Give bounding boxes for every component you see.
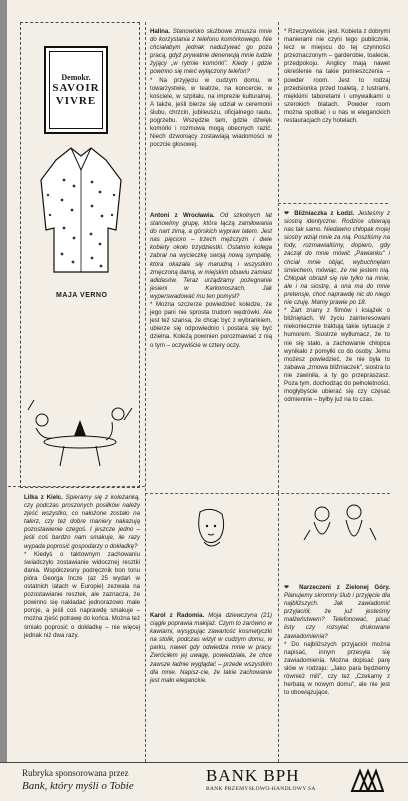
heart-icon: ❤ xyxy=(284,210,291,217)
column-divider-1 xyxy=(145,22,146,762)
letter-answer: * Można szczerze powiedzieć koledze, że jego pani nie sprosta trudom wędrówki. Ale jest też szansa, że chcąc być z wybrankiem, ubierze się odpowiednio i postara się być dzielna. Koleżą powinien porozmawiać z nią o tym – oczywiście w cztery oczy. xyxy=(150,301,272,349)
letter-name: Lilka z Kielc. xyxy=(24,494,63,501)
column-divider-3 xyxy=(278,203,279,493)
bank-name: BANK BPH xyxy=(206,766,300,785)
box-line2: SAVOIR xyxy=(52,81,100,94)
letter-answer: * Rzeczywiście, jest. Kobieta z dobrymi manierami nie czyni tego publicznie, lecz w miejscu do tej czynności przeznaczonym – garderobie, toalecie, przedpokoju. Anglicy mają nawet określenie na takie pomieszczenia – powder room. Jest to rodzaj przedsionka przed toaletą, z lustrami, miękkimi taboretami i umywalkami o szerokich blatach. Powder room można spotkać i u nas w eleganckich restauracjach czy hotelach. xyxy=(284,28,390,125)
letter-name: Narzeczeni z Zielonej Góry. xyxy=(299,584,391,591)
letter-answer: * Kiedyś o taktownym zachowaniu świadczyło zostawianie widocznej resztki dania. Współczesny podręcznik bon tonu pióra Georga Incze (az 25 wydań w ostatnich latach w Europie) zezwala na pozostawianie resztek, ale zaznacza, że powinno się nakładać jednorazowo małe porcje, a jeśli coś naprawdę smakuje – można zjeść potrawę do końca. Można też śmiało poprosić o dokładkę – nie więcej jednak niż dwa razy. xyxy=(24,550,140,639)
bank-logo-icon xyxy=(350,767,384,795)
couple-sketch xyxy=(300,500,380,570)
letter-continuation xyxy=(284,28,390,198)
letter-question: Jesteśmy z siostrą identyczne. Rodzice ubierają nas tak samo. Niedawno chłopak mojej siostry wziął mnie za nią. Poszliśmy na lody, rozmawialiśmy, dopiero, gdy zaczął do mnie mówić „Pawianku" i chciał mnie objąć, wybuchnęłam śmiechem, mówiąc, że nie jestem nią. Chłopak obraził się nie tylko na mnie, ale i na siostrę, a ona ma do mnie pretensje, choć naprawdę nic do niego nie czuję. Mamy prawie po 18. xyxy=(284,210,391,307)
letter-question: Spieramy się z koleżanką, czy podczas proszonych posiłków należy zjeść wszystko, co nałożone zostało na talerz, czy też dobre maniery nakazują pozostawienie czegoś. I jeszcze jedno – jeśli coś bardzo nam smakuje, ile razy wypada poprosić gospodarzy o dokładkę? xyxy=(24,494,140,550)
column-divider-2 xyxy=(278,22,279,202)
box-line1: Demokr. xyxy=(61,72,91,82)
letter-name: Karol z Radomia. xyxy=(150,612,205,619)
dining-illustration xyxy=(24,390,136,470)
letter-karol xyxy=(150,612,272,758)
heart-icon: ❤ xyxy=(284,584,294,591)
letter-answer: * Żart znany z filmów i książek o bliźniętach. W życiu zainteresowani niekoniecznie traktują takie sytuacje z humorem. Siostrze wytłumacz, że to nie się stało, a zachowanie chłopca wynikało z pomyłki co do osoby. Jemu możesz powiedzieć, że nie była to zabawa „zmowa bliźniaczek", siostra tu nie zawiniła, a ty go przepraszasz. Poza tym, dochodząc do pełnoletności, mogłybyście ubierać się czy częsać odmiennie – byłby już na to czas. xyxy=(284,307,390,404)
letter-question: Stanowisko służbowe zmusza mnie do korzystania z telefonu komórkowego. Nie chciałabym jednak nadużywać go poza pracą, gdyż prywatnie denerwują mnie ludzie żyjący „w rytmie komórki". Kiedy i gdzie powinno się mieć wyłączony telefon? xyxy=(150,28,272,76)
page-edge-bar xyxy=(0,0,7,800)
shirt-illustration xyxy=(36,140,126,280)
box-line3: VIVRE xyxy=(55,94,97,107)
savoir-vivre-label xyxy=(44,46,108,134)
column-divider-4 xyxy=(278,493,279,762)
author-name: MAJA VERNO xyxy=(56,292,108,299)
letter-answer: * Do najbliższych przyjaciół można napisać, innym przesyła się zawiadomienia. Można dopisać parę słów w rodzaju: „Jako para będziemy również mili", czy też „Czekamy z herbatą w nowym domu", ale nie jest to obowiązujące. xyxy=(284,640,390,697)
sponsor-line1: Rubryka sponsorowana przez xyxy=(22,768,129,778)
letter-name: Halina. xyxy=(150,28,170,35)
letter-narzeczeni xyxy=(284,584,390,760)
sponsor-slogan: Bank, który myśli o Tobie xyxy=(22,780,134,792)
letter-question: Planujemy skromny ślub i przyjęcie dla najbliższych. Jak zawiadomić przyjaciół, że już jesteśmy małżeństwem? Telefonować, pisać listy czy rozsyłać drukowane zawiadomienia? xyxy=(284,592,390,640)
letter-question: Moja dziewczyna (21) ciągle poprawia makijaż. Czym to zarówno w kawiarni, wysypując zawartość kosmetyczki na stolik, podczas wizyt w cudzym domu, w parku, nawet gdy odwiedza mnie w pracy. Zwróciłem jej uwagę, powiedziała, że chce zawsze ładnie wyglądać – przede wszystkim dla mnie. Napisz-cie, że takie zachowanie jest mało eleganckie. xyxy=(150,612,272,684)
letter-name: Antoni z Wrocławia. xyxy=(150,212,215,219)
divider-h2 xyxy=(145,493,390,494)
divider-h1 xyxy=(278,203,388,204)
letter-question: Od szkolnych lat stanowimy grupę, która łączą zamiłowania do nart zimą, a górskich wypraw latem. Jest nas pięcioro – trzech mężczyzn i dwie kobiety około trzydziestki. Ostatnio kolega zabrał na wycieczkę swoją nową sympatię, która okazała się marudną i wszystkim zmęczoną damą, w miejskim obuwiu zamiast adidasów. Teraz urządzamy pożegnanie jesieni w Karkonoszach. Jak wyperswadować mu ten pomysł? xyxy=(150,212,272,300)
bank-subtitle: BANK PRZEMYSŁOWO-HANDLOWY SA xyxy=(206,786,316,792)
letter-name: Bliźniaczka z Łodzi. xyxy=(294,210,355,217)
letter-bliznaczka xyxy=(284,210,390,492)
letter-halina xyxy=(150,28,272,228)
letter-lilka xyxy=(24,494,140,760)
woman-sketch xyxy=(186,506,236,552)
letter-antoni xyxy=(150,212,272,492)
letter-answer: * Na przyjęciu w cudzym domu, w towarzystwie, w teatrze, na koncercie, w kościele, w szpitalu, na imprezie kulturalnej. A także, jeśli bierze się udział w ceremonii ślubu, chrzcin, jubileuszu, oficjalnego rautu, pogrzebu. Wszędzie tam, gdzie dźwięk komórki i rozmowa mogą obecnych razić. Niech dzwoniący zostawiają wiadomości w poczcie głosowej. xyxy=(150,76,272,149)
divider-h3 xyxy=(8,486,145,487)
